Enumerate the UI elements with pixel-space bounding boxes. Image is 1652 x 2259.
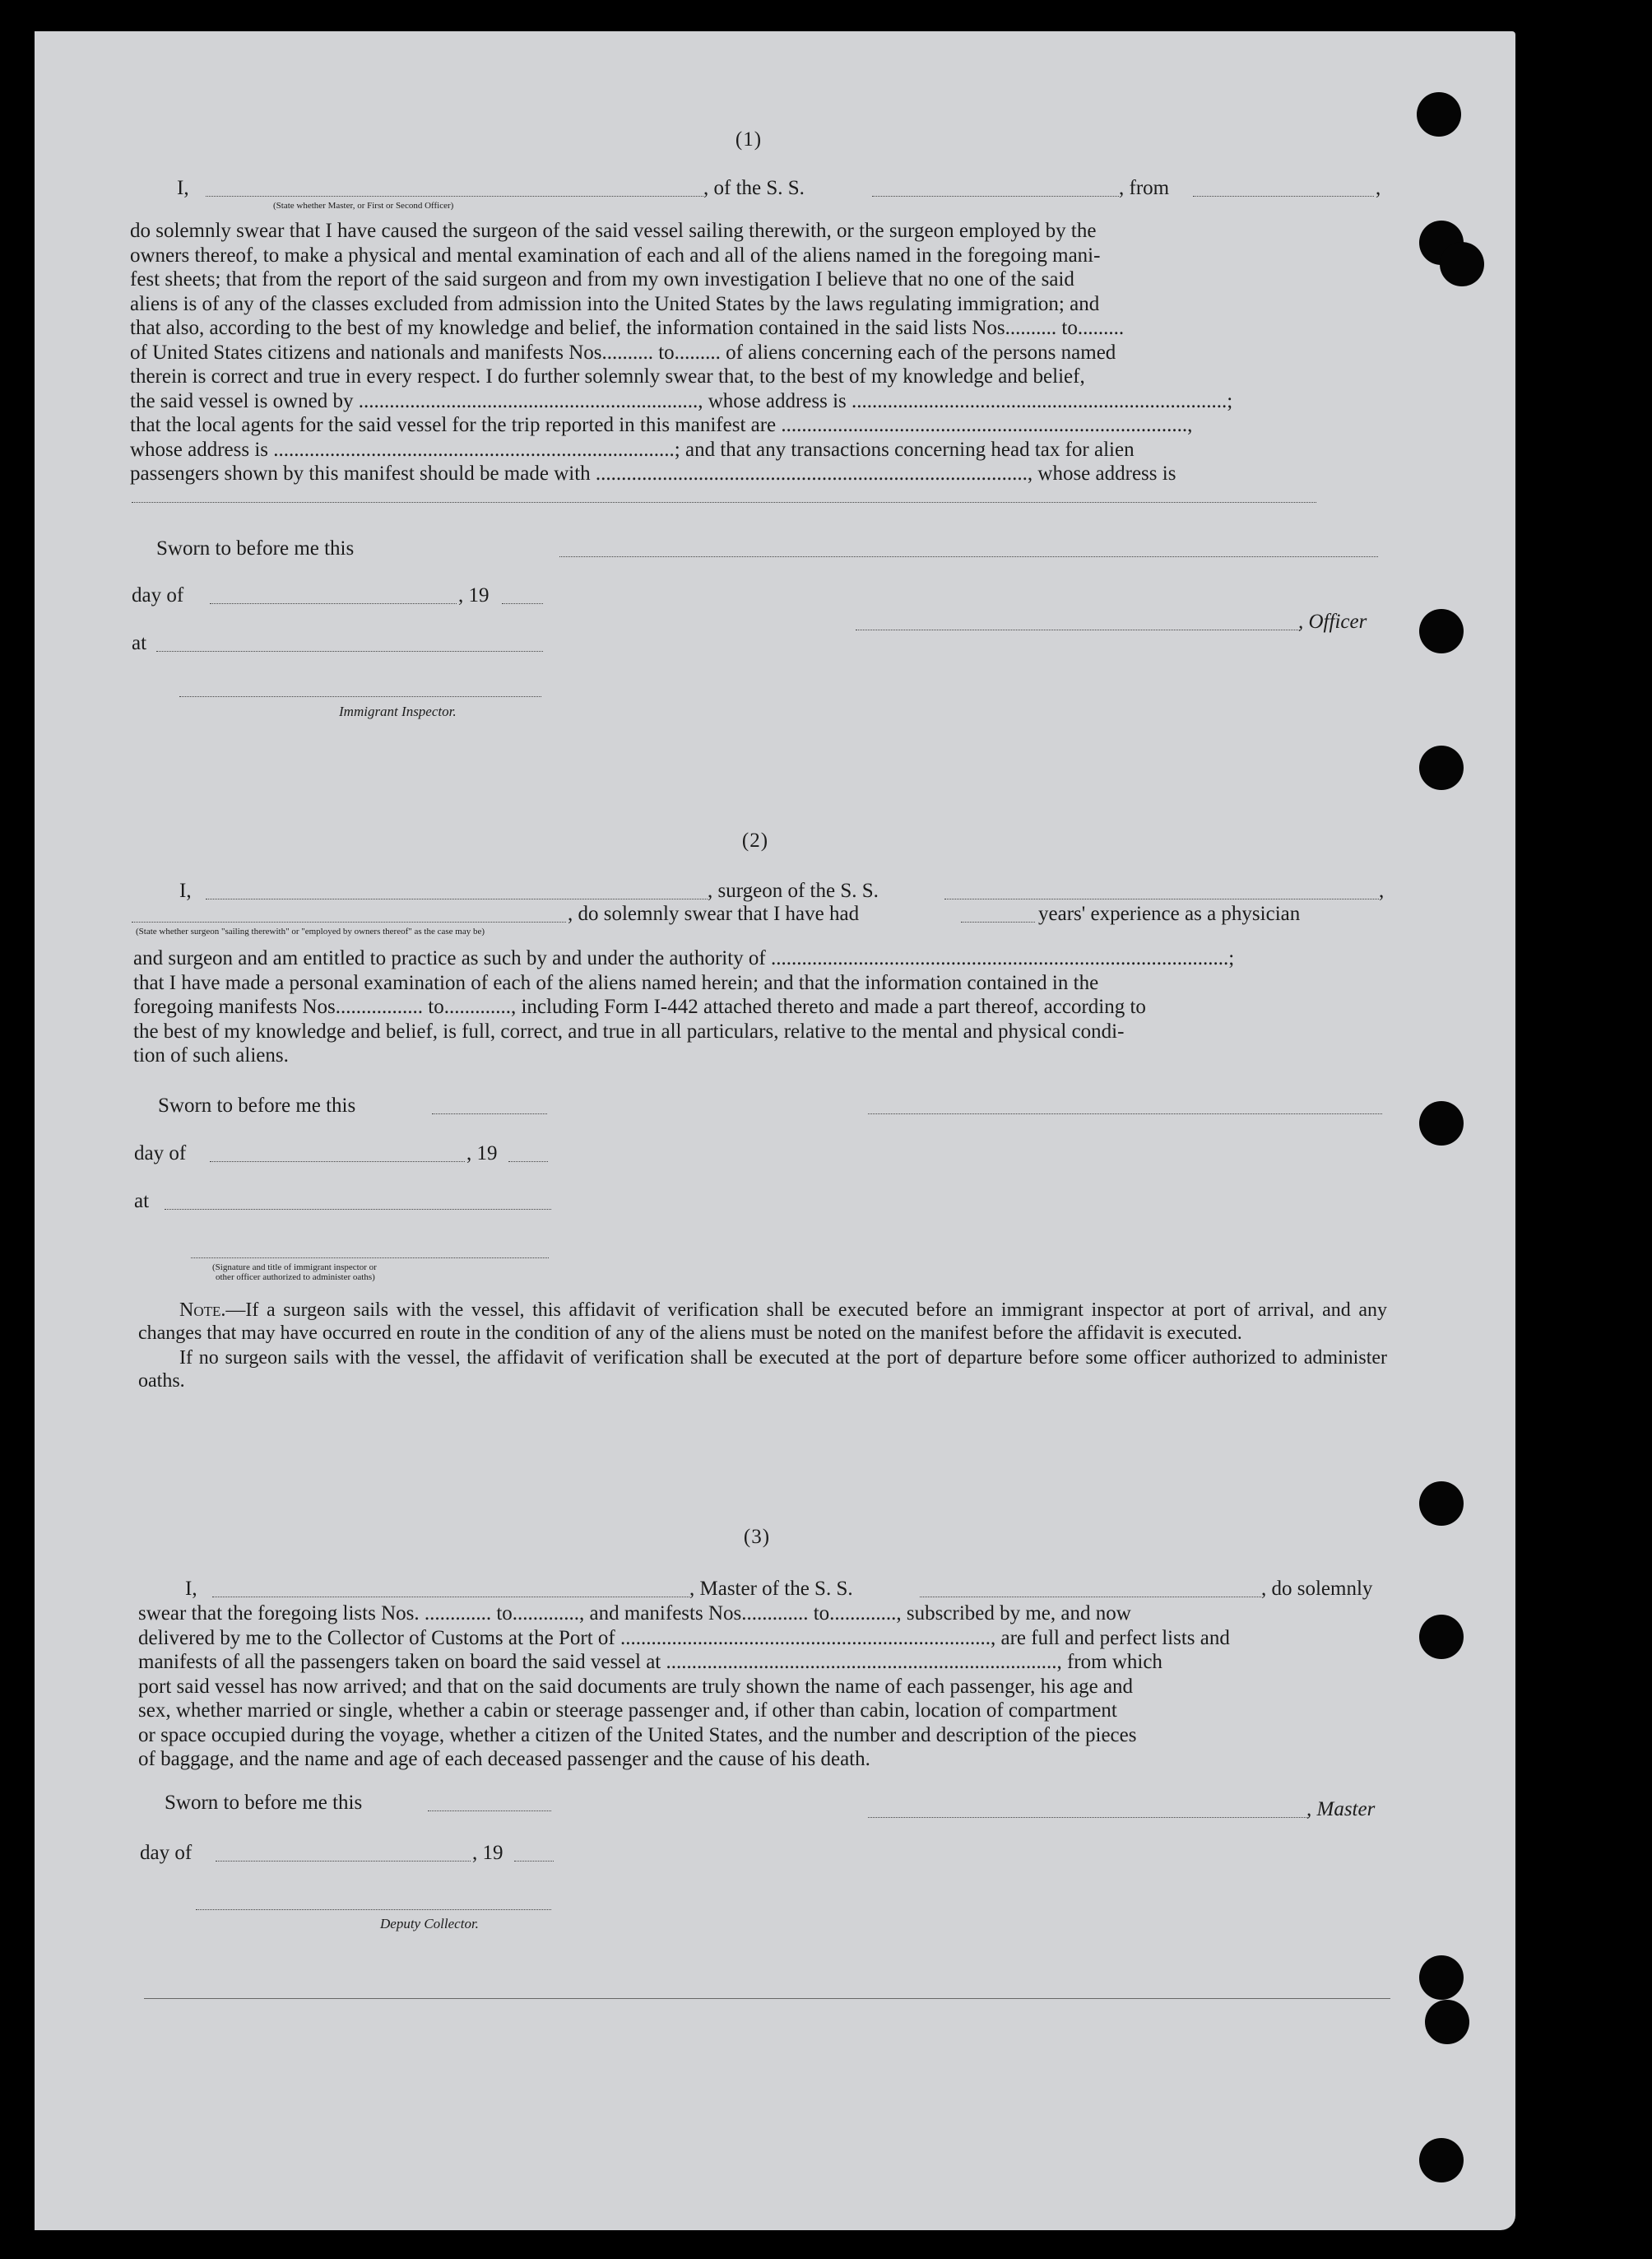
sworn-label: Sworn to before me this bbox=[158, 1095, 356, 1117]
section-number: (1) bbox=[735, 128, 763, 151]
master-label: , Master of the S. S. bbox=[689, 1578, 853, 1600]
year-label: , 19 bbox=[458, 584, 490, 607]
note-text-2: If no surgeon sails with the vessel, the affidavit of verification shall be executed at the port of departure before some officer authorized to administer oaths. bbox=[138, 1347, 1387, 1392]
officer-label: , Officer bbox=[1298, 611, 1367, 633]
fill-in-blank bbox=[559, 556, 1378, 557]
ss-label: , of the S. S. bbox=[703, 177, 805, 199]
oath-body bbox=[130, 219, 1381, 486]
surgeon-label: , surgeon of the S. S. bbox=[708, 880, 879, 902]
fill-in-blank bbox=[132, 922, 566, 923]
text-line: swear that the foregoing lists Nos. ............. to............., and manifests Nos............. to............., subscribed by me, and now bbox=[138, 1602, 1131, 1625]
text-line: therein is correct and true in every respect. I do further solemnly swear that, to the best of my knowledge and belief, bbox=[130, 365, 1085, 388]
master-body bbox=[138, 1601, 1389, 1772]
fill-in-blank bbox=[1193, 196, 1374, 197]
master-signature-label: , Master bbox=[1306, 1798, 1376, 1820]
punch-hole bbox=[1419, 609, 1464, 653]
punct: , bbox=[1376, 177, 1381, 199]
fill-in-blank bbox=[428, 1810, 551, 1811]
text-line: fest sheets; that from the report of the said surgeon and from my own investigation I believe that no one of the said bbox=[130, 268, 1074, 291]
fill-in-blank bbox=[132, 502, 1316, 503]
punch-hole bbox=[1419, 1101, 1464, 1146]
signature-line bbox=[179, 696, 541, 697]
text-line: of baggage, and the name and age of each deceased passenger and the cause of his death. bbox=[138, 1748, 870, 1770]
punch-hole bbox=[1419, 1955, 1464, 2000]
note bbox=[138, 1299, 1387, 1392]
fill-in-blank bbox=[872, 196, 1119, 197]
day-of-label: day of bbox=[134, 1142, 187, 1164]
text-line: whose address is ..............................................................................; and that any transactions concerning head tax for alien bbox=[130, 438, 1135, 461]
pronoun: I, bbox=[185, 1578, 197, 1600]
note-label: Note. bbox=[179, 1299, 226, 1321]
fill-in-blank bbox=[868, 1113, 1382, 1114]
text-line: the said vessel is owned by .................................................................., whose address is .........................................................................; bbox=[130, 389, 1233, 412]
fill-in-blank bbox=[206, 196, 703, 197]
punct: , bbox=[1379, 880, 1385, 902]
year-label: , 19 bbox=[472, 1842, 503, 1864]
from-label: , from bbox=[1119, 177, 1170, 199]
fill-in-blank bbox=[514, 1861, 554, 1862]
sworn-label: Sworn to before me this bbox=[165, 1792, 363, 1814]
text-line: sex, whether married or single, whether a cabin or steerage passenger and, if other than cabin, location of compartment bbox=[138, 1699, 1117, 1722]
years-label: years' experience as a physician bbox=[1038, 903, 1301, 925]
fill-in-blank bbox=[210, 603, 457, 604]
bottom-rule bbox=[144, 1998, 1390, 1999]
pronoun: I, bbox=[177, 177, 189, 199]
collector-caption: Deputy Collector. bbox=[380, 1916, 479, 1931]
signature-line bbox=[868, 1817, 1308, 1818]
fill-in-blank bbox=[210, 1161, 465, 1162]
text-line: the best of my knowledge and belief, is full, correct, and true in all particulars, relative to the mental and physical condi- bbox=[133, 1020, 1125, 1043]
text-line: aliens is of any of the classes excluded from admission into the United States by the laws regulating immigration; and bbox=[130, 292, 1100, 315]
text-line: port said vessel has now arrived; and that on the said documents are truly shown the name of each passenger, his age and bbox=[138, 1675, 1134, 1698]
day-of-label: day of bbox=[140, 1842, 193, 1864]
punch-hole bbox=[1419, 2138, 1464, 2182]
surgeon-body bbox=[133, 946, 1385, 1068]
punch-hole bbox=[1425, 2000, 1469, 2044]
text-line: of United States citizens and nationals and manifests Nos.......... to......... of aliens concerning each of the persons named bbox=[130, 341, 1116, 364]
text-line: or space occupied during the voyage, whether a citizen of the United States, and the number and description of the pieces bbox=[138, 1723, 1137, 1746]
punch-hole bbox=[1440, 242, 1484, 286]
inspector-caption: Immigrant Inspector. bbox=[339, 704, 457, 719]
fill-in-blank bbox=[165, 1209, 551, 1210]
at-label: at bbox=[132, 632, 147, 654]
text-line: tion of such aliens. bbox=[133, 1044, 289, 1067]
signature-line bbox=[196, 1909, 551, 1910]
fill-in-blank bbox=[961, 922, 1035, 923]
text-line: and surgeon and am entitled to practice as such by and under the authority of .........................................................................................; bbox=[133, 947, 1235, 969]
fill-in-blank bbox=[216, 1861, 471, 1862]
fill-in-blank bbox=[502, 603, 543, 604]
blank-caption: (State whether surgeon "sailing therewith" or "employed by owners thereof" as the case may be) bbox=[136, 927, 485, 937]
punch-hole bbox=[1419, 746, 1464, 790]
year-label: , 19 bbox=[466, 1142, 498, 1164]
signature-caption: (Signature and title of immigrant inspector or bbox=[212, 1262, 377, 1272]
section-number: (2) bbox=[741, 830, 769, 852]
text-line: that also, according to the best of my knowledge and belief, the information contained in the said lists Nos.......... to......... bbox=[130, 317, 1125, 339]
pronoun: I, bbox=[179, 880, 192, 902]
signature-caption: other officer authorized to administer oaths) bbox=[216, 1272, 375, 1282]
note-text: —If a surgeon sails with the vessel, this affidavit of verification shall be executed before an immigrant inspector at port of arrival, and any changes that may have occurred en route in the condition of any of the aliens must be noted on the manifest before the affidavit is executed. bbox=[138, 1299, 1387, 1344]
text-line: do solemnly swear that I have caused the surgeon of the said vessel sailing therewith, or the surgeon employed by the bbox=[130, 220, 1097, 242]
section-number: (3) bbox=[743, 1526, 771, 1548]
swear-label: , do solemnly swear that I have had bbox=[568, 903, 860, 925]
text-line: foregoing manifests Nos................. to............., including Form I-442 attached thereto and made a part thereof, according to bbox=[133, 996, 1146, 1018]
solemnly-label: , do solemnly bbox=[1261, 1578, 1373, 1600]
fill-in-blank bbox=[156, 651, 543, 652]
text-line: that I have made a personal examination of each of the aliens named herein; and that the information contained in the bbox=[133, 971, 1099, 994]
text-line: that the local agents for the said vessel for the trip reported in this manifest are ..............................................................................., bbox=[130, 414, 1193, 436]
oath-line bbox=[177, 176, 189, 200]
at-label: at bbox=[134, 1190, 150, 1212]
day-of-label: day of bbox=[132, 584, 184, 607]
text-line: delivered by me to the Collector of Customs at the Port of ........................................................................, are full and perfect lists and bbox=[138, 1626, 1230, 1649]
text-line: owners thereof, to make a physical and mental examination of each and all of the aliens named in the foregoing mani- bbox=[130, 244, 1101, 267]
fill-in-blank bbox=[432, 1113, 547, 1114]
punch-hole bbox=[1419, 1615, 1464, 1659]
punch-hole bbox=[1419, 1481, 1464, 1526]
text-line: passengers shown by this manifest should be made with ...................................................................................., whose address is bbox=[130, 462, 1176, 485]
text-line: manifests of all the passengers taken on board the said vessel at ............................................................................, from which bbox=[138, 1651, 1162, 1673]
signature-line bbox=[191, 1257, 549, 1258]
blank-caption: (State whether Master, or First or Second Officer) bbox=[273, 201, 454, 211]
fill-in-blank bbox=[508, 1161, 548, 1162]
sworn-label: Sworn to before me this bbox=[156, 537, 355, 560]
